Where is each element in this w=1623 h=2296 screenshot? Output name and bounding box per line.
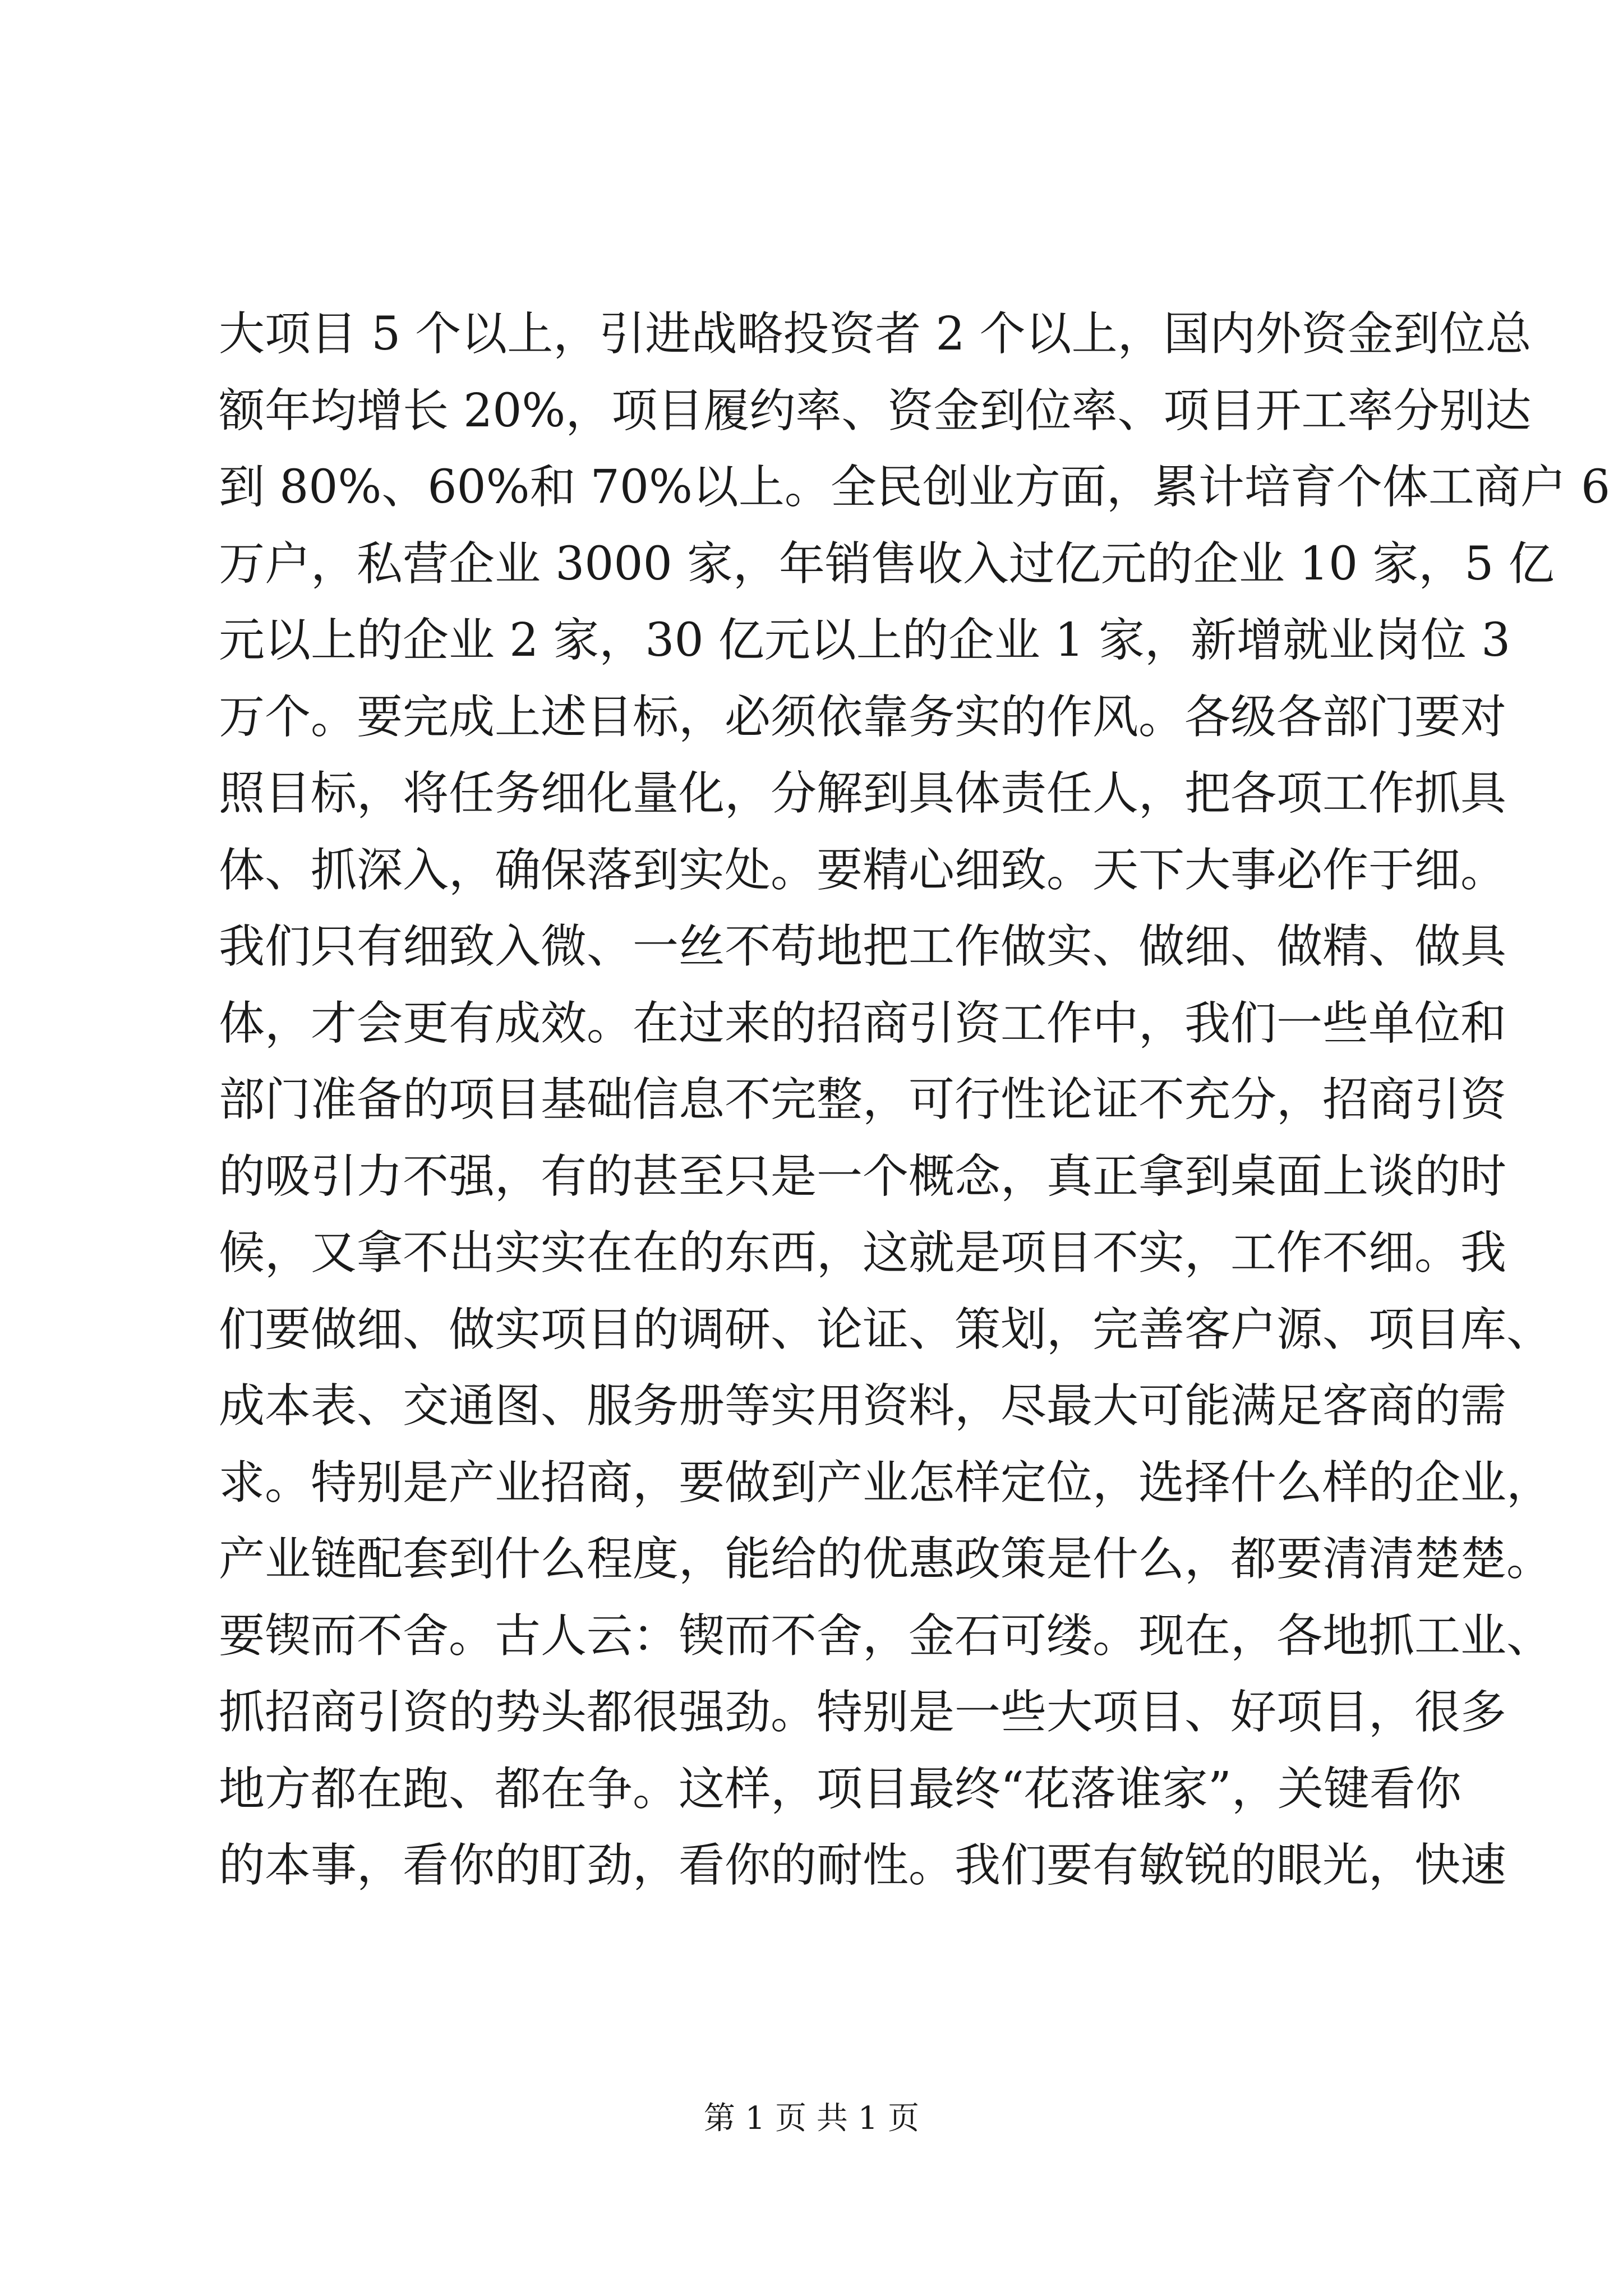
text-line: 体、抓深入，确保落到实处。要精心细致。天下大事必作于细。 <box>219 843 1507 897</box>
text-line: 产业链配套到什么程度，能给的优惠政策是什么，都要清清楚楚。 <box>219 1533 1553 1586</box>
text-line: 照目标，将任务细化量化，分解到具体责任人，把各项工作抓具 <box>219 767 1507 820</box>
text-line: 万户，私营企业 3000 家，年销售收入过亿元的企业 10 家，5 亿 <box>219 537 1555 591</box>
text-line: 求。特别是产业招商，要做到产业怎样定位，选择什么样的企业， <box>219 1456 1553 1510</box>
text-line: 体，才会更有成效。在过来的招商引资工作中，我们一些单位和 <box>219 996 1507 1050</box>
text-line: 候，又拿不出实实在在的东西，这就是项目不实，工作不细。我 <box>219 1226 1507 1280</box>
text-line: 部门准备的项目基础信息不完整，可行性论证不充分，招商引资 <box>219 1073 1507 1126</box>
page-footer: 第 1 页 共 1 页 <box>703 2100 920 2137</box>
text-line: 的吸引力不强，有的甚至只是一个概念，真正拿到桌面上谈的时 <box>219 1149 1507 1203</box>
text-line: 大项目 5 个以上，引进战略投资者 2 个以上，国内外资金到位总 <box>219 307 1532 361</box>
text-line: 到 80%、60%和 70%以上。全民创业方面，累计培育个体工商户 6 <box>219 461 1611 514</box>
text-line: 地方都在跑、都在争。这样，项目最终“花落谁家”，关键看你 <box>219 1762 1461 1816</box>
text-line: 万个。要完成上述目标，必须依靠务实的作风。各级各部门要对 <box>219 690 1507 744</box>
text-line: 的本事，看你的盯劲，看你的耐性。我们要有敏锐的眼光，快速 <box>219 1839 1507 1892</box>
text-line: 们要做细、做实项目的调研、论证、策划，完善客户源、项目库、 <box>219 1303 1553 1356</box>
text-line: 元以上的企业 2 家，30 亿元以上的企业 1 家，新增就业岗位 3 <box>219 614 1511 667</box>
text-line: 额年均增长 20%，项目履约率、资金到位率、项目开工率分别达 <box>219 384 1532 438</box>
text-line: 我们只有细致入微、一丝不苟地把工作做实、做细、做精、做具 <box>219 920 1507 973</box>
text-line: 成本表、交通图、服务册等实用资料，尽最大可能满足客商的需 <box>219 1379 1507 1433</box>
text-line: 抓招商引资的势头都很强劲。特别是一些大项目、好项目，很多 <box>219 1686 1507 1739</box>
body-text <box>219 296 1611 1904</box>
text-line: 要锲而不舍。古人云：锲而不舍，金石可缕。现在，各地抓工业、 <box>219 1609 1553 1663</box>
